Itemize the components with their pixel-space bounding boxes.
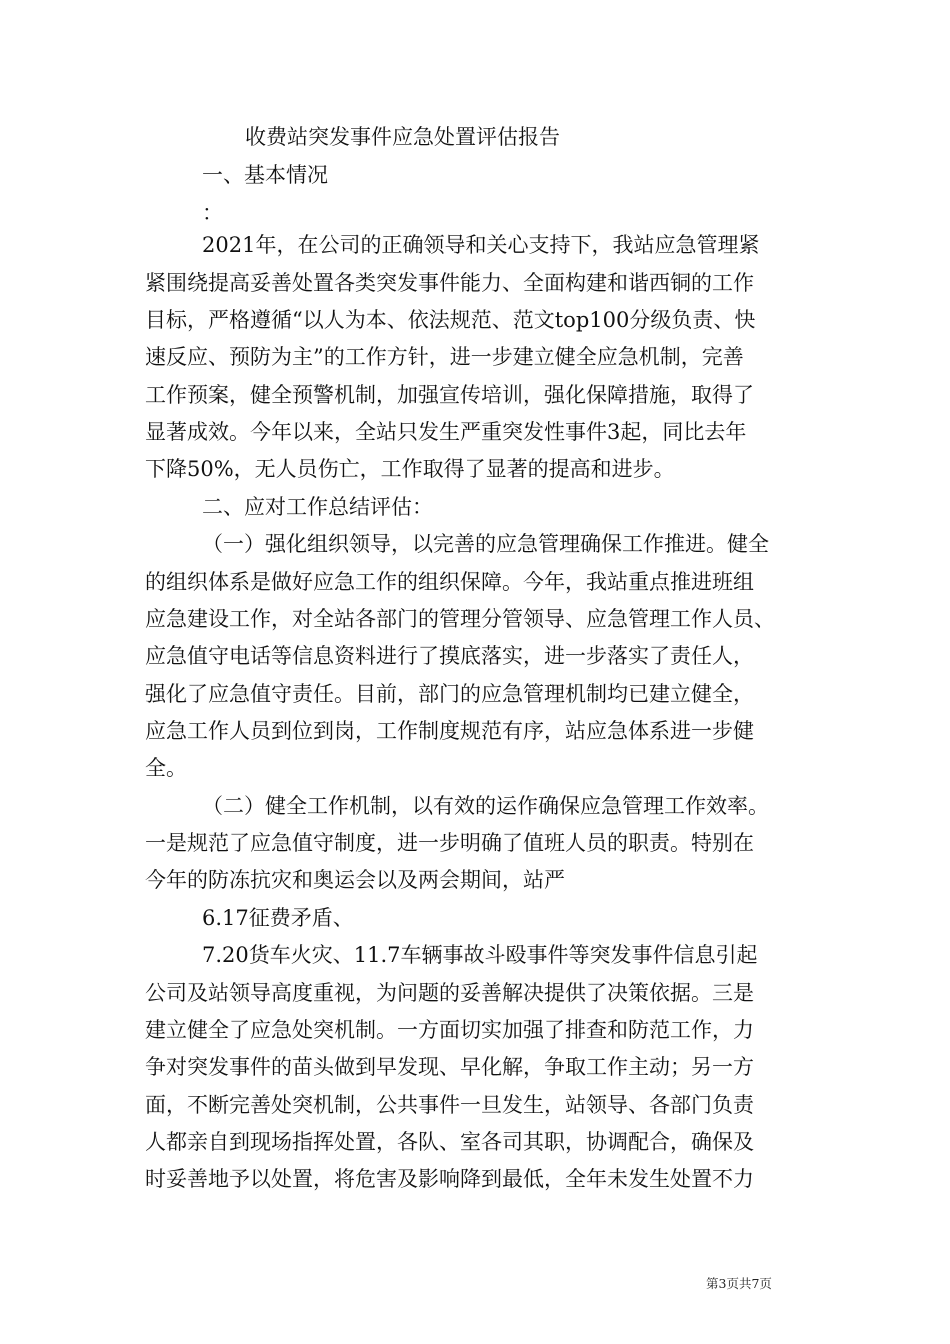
- text-line: 6.17征费矛盾、: [202, 906, 354, 930]
- heading-basic-situation: 一、基本情况: [202, 163, 328, 187]
- text-line: 速反应、预防为主”的工作方针，进一步建立健全应急机制，完善: [145, 345, 744, 369]
- text-line: 2021年，在公司的正确领导和关心支持下，我站应急管理紧: [202, 233, 760, 257]
- text-line: 显著成效。今年以来，全站只发生严重突发性事件3起，同比去年: [145, 420, 747, 444]
- text-line: （二）健全工作机制，以有效的运作确保应急管理工作效率。: [202, 794, 769, 818]
- page-number: 第3页共7页: [706, 1276, 772, 1291]
- text-line: 目标，严格遵循“以人为本、依法规范、范文top100分级负责、快: [145, 308, 756, 332]
- text-line: 人都亲自到现场指挥处置，各队、室各司其职，协调配合，确保及: [145, 1130, 754, 1154]
- text-line: 7.20货车火灾、11.7车辆事故斗殴事件等突发事件信息引起: [202, 943, 758, 967]
- text-line: 一是规范了应急值守制度，进一步明确了值班人员的职责。特别在: [145, 831, 754, 855]
- text-line: 面，不断完善处突机制，公共事件一旦发生，站领导、各部门负责: [145, 1093, 754, 1117]
- text-line: 强化了应急值守责任。目前，部门的应急管理机制均已建立健全，: [145, 682, 754, 706]
- text-line: 公司及站领导高度重视，为问题的妥善解决提供了决策依据。三是: [145, 981, 754, 1005]
- text-line: 紧围绕提高妥善处置各类突发事件能力、全面构建和谐西铜的工作: [145, 271, 754, 295]
- text-line: 争对突发事件的苗头做到早发现、早化解，争取工作主动；另一方: [145, 1055, 754, 1079]
- text-line: 时妥善地予以处置，将危害及影响降到最低，全年未发生处置不力: [145, 1167, 754, 1191]
- document-title: 收费站突发事件应急处置评估报告: [245, 125, 560, 149]
- text-line: 下降50%，无人员伤亡，工作取得了显著的提高和进步。: [145, 457, 675, 481]
- text-line: 的组织体系是做好应急工作的组织保障。今年，我站重点推进班组: [145, 570, 754, 594]
- text-line: 应急建设工作，对全站各部门的管理分管领导、应急管理工作人员、: [145, 607, 775, 631]
- text-line: 建立健全了应急处突机制。一方面切实加强了排查和防范工作，力: [145, 1018, 754, 1042]
- text-line: 应急工作人员到位到岗，工作制度规范有序，站应急体系进一步健: [145, 719, 754, 743]
- heading-summary-evaluation: 二、应对工作总结评估：: [202, 495, 433, 519]
- text-line: 今年的防冻抗灾和奥运会以及两会期间，站严: [145, 868, 565, 892]
- text-line: 工作预案，健全预警机制，加强宣传培训，强化保障措施，取得了: [145, 383, 754, 407]
- text-line: 应急值守电话等信息资料进行了摸底落实，进一步落实了责任人，: [145, 644, 754, 668]
- text-line: ：: [202, 201, 223, 225]
- text-line: 全。: [145, 756, 187, 780]
- text-line: （一）强化组织领导，以完善的应急管理确保工作推进。健全: [202, 532, 769, 556]
